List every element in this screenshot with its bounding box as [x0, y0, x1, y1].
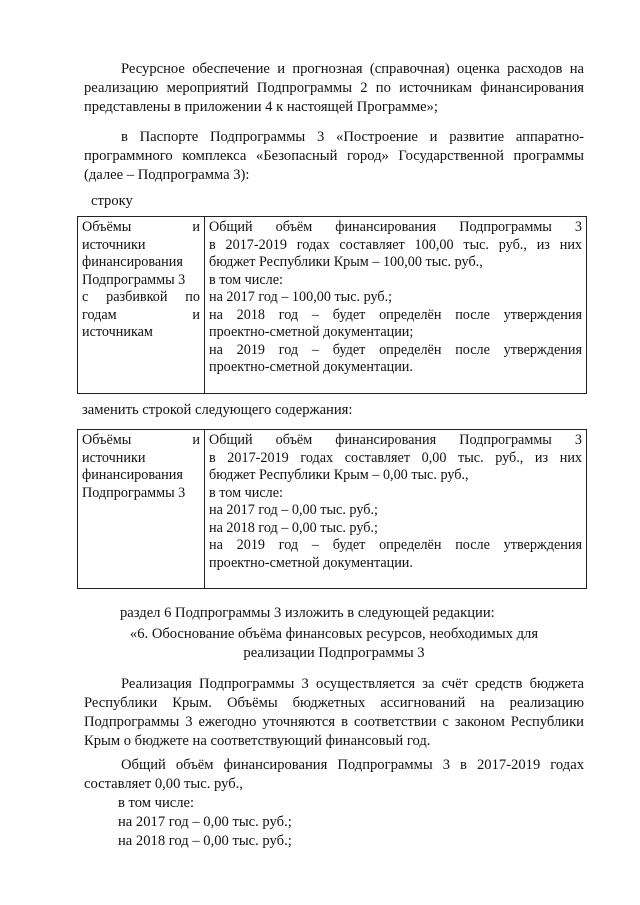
cell-text: финансирования: [82, 254, 183, 270]
cell-text: в том числе:: [209, 484, 283, 501]
text-line: Реализация Подпрограммы 3 осуществляется за счёт средств бюджета: [121, 676, 584, 692]
text-line: Общий объём финансирования Подпрограммы 3 в 2017-2019 годах: [121, 757, 584, 773]
text-line: составляет 0,00 тыс. руб.,: [84, 776, 243, 792]
table-row: [78, 217, 587, 394]
cell-text: проектно-сметной документации.: [209, 359, 413, 375]
cell-text: Общий объём финансирования Подпрограммы 3: [209, 432, 582, 448]
cell-text: финансирования: [82, 467, 183, 483]
cell-text: на 2019 год – будет определён после утверждения: [209, 537, 582, 553]
text-line: Подпрограммы 3 ежегодно уточняются в соответствии с законом Республики: [84, 714, 584, 730]
cell-text: в 2017-2019 годах составляет 0,00 тыс. руб., из них: [209, 449, 582, 466]
cell-text: на 2017 год – 100,00 тыс. руб.;: [209, 289, 393, 305]
cell-text: бюджет Республики Крым – 100,00 тыс. руб.,: [209, 254, 483, 270]
text-line: Крым о бюджете на соответствующий финансовый год.: [84, 733, 431, 749]
text-line: в Паспорте Подпрограммы 3 «Построение и развитие аппаратно-: [121, 129, 584, 145]
table-cell-value: [205, 430, 587, 589]
cell-text: Подпрограммы 3: [82, 484, 186, 501]
section-heading: [84, 625, 584, 663]
cell-text: Объёмы и: [82, 432, 200, 448]
text-line: программного комплекса «Безопасный город» Государственной программы: [84, 148, 584, 164]
cell-text: в том числе:: [209, 271, 283, 288]
text-line: представлены в приложении 4 к настоящей Программе»;: [84, 99, 438, 115]
section-instruction: раздел 6 Подпрограммы 3 изложить в следующей редакции:: [120, 605, 495, 621]
table-old-row: [77, 216, 587, 394]
cell-text: проектно-сметной документации;: [209, 324, 414, 340]
table-row: [78, 430, 587, 589]
cell-text: годам и: [82, 306, 200, 323]
paragraph-implementation: [84, 675, 584, 751]
cell-text: на 2019 год – будет определён после утверждения: [209, 341, 582, 358]
table-cell-value: [205, 217, 587, 394]
label-replace: заменить строкой следующего содержания:: [82, 402, 353, 418]
cell-text: Объёмы и: [82, 219, 200, 235]
cell-text: источники: [82, 236, 146, 253]
cell-text: с разбивкой по: [82, 289, 200, 305]
cell-text: на 2017 год – 0,00 тыс. руб.;: [209, 502, 378, 518]
cell-text: источникам: [82, 324, 153, 340]
paragraph-passport-subprogram-3: [84, 128, 584, 185]
cell-text: на 2018 год – будет определён после утверждения: [209, 306, 582, 323]
cell-text: Подпрограммы 3: [82, 271, 186, 288]
text-line: реализацию мероприятий Подпрограммы 2 по источникам финансирования: [84, 80, 584, 96]
label-stroku: строку: [91, 193, 133, 209]
table-cell-label: [78, 430, 205, 589]
cell-text: проектно-сметной документации.: [209, 554, 413, 571]
cell-text: в 2017-2019 годах составляет 100,00 тыс. руб., из них: [209, 236, 582, 253]
text-line: Республики Крым. Объёмы бюджетных ассигнований на реализацию: [84, 695, 584, 711]
text-line: (далее – Подпрограмма 3):: [84, 167, 250, 183]
text-line: Ресурсное обеспечение и прогнозная (справочная) оценка расходов на: [121, 61, 584, 77]
heading-line: «6. Обоснование объёма финансовых ресурсов, необходимых для: [129, 626, 539, 642]
list-item: на 2017 год – 0,00 тыс. руб.;: [118, 814, 292, 830]
financing-by-year-list: [118, 794, 292, 851]
paragraph-total-financing: [84, 756, 584, 794]
table-cell-label: [78, 217, 205, 394]
paragraph-resource-provision: [84, 60, 584, 117]
list-item: на 2018 год – 0,00 тыс. руб.;: [118, 833, 292, 849]
cell-text: бюджет Республики Крым – 0,00 тыс. руб.,: [209, 467, 469, 483]
cell-text: на 2018 год – 0,00 тыс. руб.;: [209, 519, 378, 536]
table-new-row: [77, 429, 587, 589]
heading-line: реализации Подпрограммы 3: [243, 645, 425, 661]
cell-text: источники: [82, 449, 146, 466]
cell-text: Общий объём финансирования Подпрограммы 3: [209, 219, 582, 235]
list-item: в том числе:: [118, 795, 195, 811]
